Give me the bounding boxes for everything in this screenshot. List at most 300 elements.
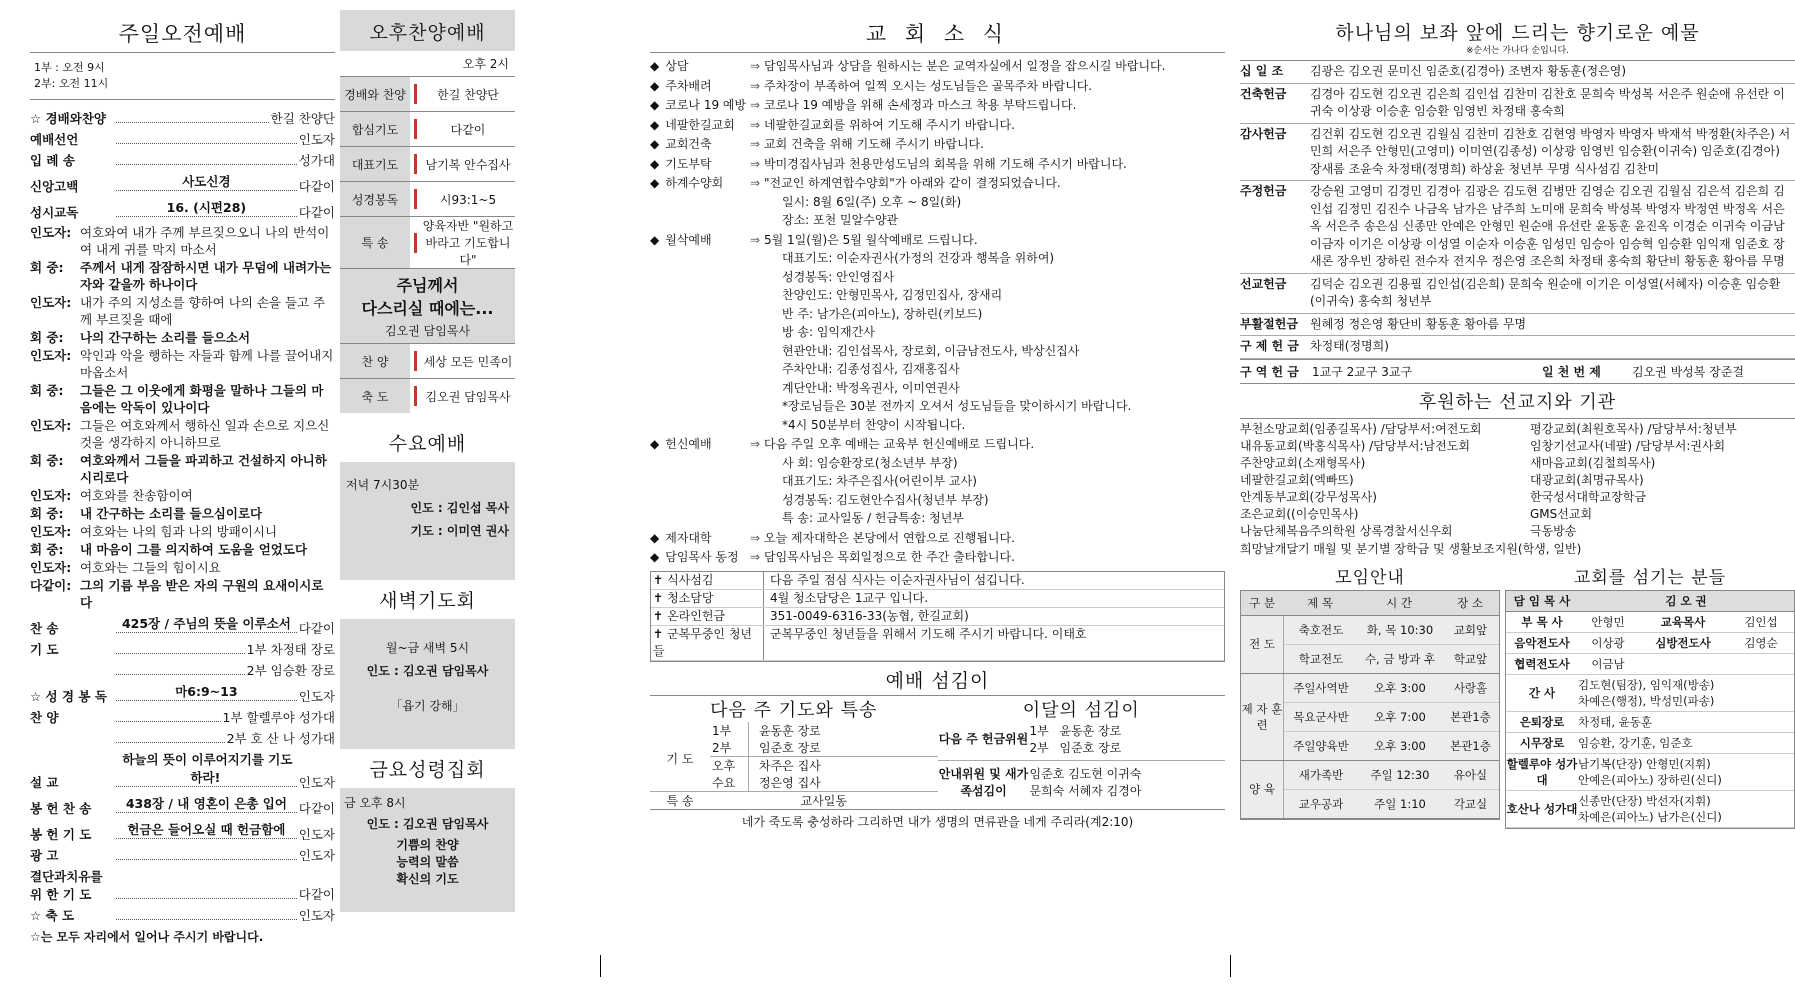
order-leader xyxy=(116,721,221,722)
staff-head-label: 담 임 목 사 xyxy=(1513,593,1571,608)
news-line: 다음 주일 오후 예배는 교육부 헌신예배로 드립니다. xyxy=(764,437,1035,451)
news-line: 코로나 19 예방을 위해 손세정과 마스크 착용 부탁드립니다. xyxy=(764,98,1077,112)
reading-line xyxy=(30,382,335,416)
order-detail: 사도신경 xyxy=(182,174,231,189)
serve-left xyxy=(650,722,938,809)
afternoon-divider xyxy=(414,119,417,139)
meet-head-cell: 장 소 xyxy=(1457,595,1483,610)
sermon-line-1: 주님께서 xyxy=(396,276,459,295)
news-small-list xyxy=(650,571,1225,662)
news-body xyxy=(764,529,1225,548)
afternoon-row-value: 시93:1~5 xyxy=(439,192,497,207)
reading-who: 인도자: xyxy=(30,560,72,575)
small-news-key-text: 군복무중인 청년들 xyxy=(653,626,753,658)
reading-line xyxy=(30,577,335,611)
order-item xyxy=(30,172,335,195)
arrow-icon: ⇒ xyxy=(750,98,761,112)
offering-names: 강승원 고영미 김경민 김경아 김광은 김도현 김병만 김영순 김오권 김월심 김은석 김은희 김인섭 김정민 김진수 나금옥 남가은 남주희 노미애 문희숙 박성복 박영자 박정연 박정옥 서은옥 서은주 송은심 신종만 안예은 안형민 원순애 유선란 윤동훈 윤진옥 이경순 이귀숙 이금남 이금자 이기은 이상광 이성열 이순자 이승훈 임성민 임승아 임승혁 임승환 임익재 임준호 장새론 장우빈 장하린 전수자 전지우 정은영 조은희 차정태 홍숙희 황단비 황동훈 황아름 무명 xyxy=(1310,184,1785,268)
diamond-icon: ◆ xyxy=(650,550,660,564)
order-leader xyxy=(116,653,245,654)
order-bottom xyxy=(30,614,335,924)
meet-cell: 유아실 xyxy=(1453,767,1488,782)
reading-line xyxy=(30,505,335,522)
arrow-icon: ⇒ xyxy=(750,232,761,247)
news-body xyxy=(764,135,1225,154)
order-top xyxy=(30,100,335,221)
reading-text: 내 간구하는 소리를 들으심이로다 xyxy=(80,506,263,521)
afternoon-service xyxy=(340,10,515,912)
news-key xyxy=(650,529,750,548)
meet-cell: 주일사역반 xyxy=(1293,680,1349,695)
order-detail: 425장 / 주님의 뜻을 이루소서 xyxy=(121,616,291,631)
small-news-key-text: 온라인헌금 xyxy=(667,608,726,623)
time-first: 1부 : 오전 9시 xyxy=(34,61,105,74)
small-news-key xyxy=(651,590,764,607)
order-leader xyxy=(116,820,297,839)
news-key xyxy=(650,96,750,115)
serve-verse: 네가 죽도록 충성하라 그리하면 내가 생명의 면류관을 네게 주리라(계2:10) xyxy=(650,809,1225,833)
afternoon-time: 오후 2시 xyxy=(462,57,509,71)
reading-text: 그들은 여호와께서 행하신 일과 손으로 지으신 것을 생각하지 아니하므로 xyxy=(80,418,330,450)
news-body xyxy=(764,174,1225,230)
mission-row xyxy=(1240,523,1795,540)
afternoon-row xyxy=(340,216,515,268)
staff2-values xyxy=(1578,793,1794,825)
meet-cell: 주일양육반 xyxy=(1293,738,1349,753)
news-line: 장소: 포천 밀알수양관 xyxy=(782,213,899,227)
meet-cell: 학교앞 xyxy=(1453,651,1488,666)
afternoon-row-label: 경배와 찬양 xyxy=(340,77,410,111)
diamond-icon: ◆ xyxy=(650,78,660,93)
afternoon-preacher: 김오권 담임목사 xyxy=(385,324,470,338)
staff2-values xyxy=(1578,735,1794,751)
staff-row xyxy=(1506,654,1794,675)
arrow-icon: ⇒ xyxy=(750,530,761,545)
small-news-key-text: 식사섬김 xyxy=(667,572,714,587)
afternoon-sermon xyxy=(340,268,515,343)
news-line: 오늘 제자대학은 본당에서 연합으로 진행됩니다. xyxy=(764,530,1015,545)
order-detail: 하늘의 뜻이 이루어지기를 기도하라! xyxy=(122,752,293,785)
morning-title: 주일오전예배 xyxy=(30,10,335,53)
staff-cell: 심방전도사 xyxy=(1655,635,1711,650)
order-value: 2부 임승환 장로 xyxy=(246,663,335,678)
dawn-title: 새벽기도회 xyxy=(379,590,476,612)
friday-line-3: 확신의 기도 xyxy=(396,872,459,886)
order-item xyxy=(30,640,335,658)
news-body xyxy=(764,231,1225,435)
mission-row xyxy=(1240,489,1795,506)
afternoon-row-value: 김오권 담임목사 xyxy=(425,389,511,404)
arrow-icon: ⇒ xyxy=(750,156,761,171)
offering-label: 십 일 조 xyxy=(1240,64,1284,78)
order-item xyxy=(30,614,335,637)
news-list xyxy=(650,57,1225,567)
reading-who: 회 중: xyxy=(30,453,64,468)
news-line: 주차안내: 김종성집사, 김재홍집사 xyxy=(782,362,960,376)
prayer-name: 윤동훈 장로 xyxy=(759,723,821,738)
news-line: 일시: 8월 6일(주) 오후 ~ 8일(화) xyxy=(782,194,962,209)
reading-who: 다같이: xyxy=(30,578,72,593)
offering-label: 선교헌금 xyxy=(1240,276,1287,291)
prayer-name: 임준호 장로 xyxy=(759,740,821,755)
order-label: ☆ 성 경 봉 독 xyxy=(30,689,107,704)
meet-row xyxy=(1284,731,1499,760)
mission-left: 나눔단체복음주의학원 상록경찰서신우회 xyxy=(1240,523,1453,538)
month-name: 윤동훈 장로 xyxy=(1059,723,1122,738)
news-key xyxy=(650,155,750,174)
order-item xyxy=(30,109,335,127)
month-slot: 2부 xyxy=(1029,740,1049,755)
prayer-name: 정은영 집사 xyxy=(759,775,821,790)
cross-icon: ✝ xyxy=(653,608,664,623)
reading-text: 여호와는 나의 힘과 나의 방패이시니 xyxy=(80,524,278,539)
afternoon-divider xyxy=(414,189,417,209)
staff-cell: 안형민 xyxy=(1591,614,1625,629)
wednesday-pray: 기도 : 이미연 권사 xyxy=(410,524,509,538)
arrow-icon: ⇒ xyxy=(750,176,761,190)
reading-line xyxy=(30,452,335,486)
order-value: 성가대 xyxy=(298,153,335,168)
offering-label: 주정헌금 xyxy=(1240,184,1287,198)
diamond-icon: ◆ xyxy=(650,117,660,132)
meet-group xyxy=(1241,761,1499,819)
staff2-label: 호산나 성가대 xyxy=(1506,801,1578,816)
afternoon-row xyxy=(340,378,515,413)
small-news-value: 351-0049-6316-33(농협, 한길교회) xyxy=(770,608,969,623)
news-key-text: 제자대학 xyxy=(665,530,712,545)
month-row xyxy=(1030,722,1226,739)
meet-cell: 오후 3:00 xyxy=(1374,680,1426,695)
order-leader xyxy=(116,164,297,165)
mission-row xyxy=(1240,506,1795,523)
news-line: 사 회: 임승환장로(청소년부 부장) xyxy=(782,455,958,470)
afternoon-divider xyxy=(414,84,417,104)
afternoon-row-label: 특 송 xyxy=(340,217,410,268)
staff-row xyxy=(1506,612,1794,633)
month-row xyxy=(1030,739,1226,756)
offering-label: 부활절헌금 xyxy=(1240,316,1298,331)
order-label: 신앙고백 xyxy=(30,179,79,194)
staff-title: 교회를 섬기는 분들 xyxy=(1573,567,1727,588)
friday-box xyxy=(340,788,515,912)
reading-who: 회 중: xyxy=(30,506,64,521)
order-value: 다같이 xyxy=(298,179,335,194)
offering-names: 차정태(정명희) xyxy=(1310,339,1389,353)
staff-section xyxy=(1505,563,1795,829)
offering-names: 김건휘 김도현 김오권 김월심 김찬미 김찬호 김현영 박영자 박영자 박재석 박정환(차주은) 서민희 서은주 안형민(고영미) 이미연(김종성) 이상광 임영빈 임승환(이귀숙) 임준호(김경아) 장새롬 조윤숙 차정태(정명희) 하상윤 청년부 무명 식사섬김 김찬미 xyxy=(1310,126,1791,176)
meet-cell: 수, 금 방과 후 xyxy=(1364,651,1436,666)
wednesday-title: 수요예배 xyxy=(388,433,467,455)
special-label: 특 송 xyxy=(666,793,694,808)
arrow-icon: ⇒ xyxy=(750,437,761,451)
order-item xyxy=(30,794,335,817)
prayer-slot: 1부 xyxy=(710,722,749,739)
news-key xyxy=(650,116,750,135)
reading-text: 여호와여 내가 주께 부르짖으오니 나의 반석이여 내게 귀를 막지 마소서 xyxy=(80,225,330,257)
meet-row xyxy=(1284,674,1499,702)
month-name: 임준호 김도현 이귀숙 xyxy=(1029,766,1142,781)
news-key-text: 월삭예배 xyxy=(665,232,712,247)
friday-line-2: 능력의 말씀 xyxy=(396,855,459,869)
arrow-icon: ⇒ xyxy=(750,117,761,132)
news-key xyxy=(650,174,750,230)
order-label: 찬 양 xyxy=(30,710,59,725)
prayer-row xyxy=(710,739,938,756)
order-item xyxy=(30,846,335,864)
order-leader xyxy=(116,898,297,899)
meet-cell: 교회앞 xyxy=(1453,622,1488,637)
reading-text: 악인과 악을 행하는 자들과 함께 나를 끌어내지 마옵소서 xyxy=(80,348,334,380)
arrow-icon: ⇒ xyxy=(750,137,761,151)
afternoon-order-2 xyxy=(340,343,515,413)
reading-line xyxy=(30,294,335,328)
mission-row xyxy=(1240,438,1795,455)
order-value: 다같이 xyxy=(298,887,335,902)
news-body xyxy=(764,435,1225,528)
mission-last: 희망날개달기 매월 및 분기별 장학금 및 생활보조지원(학생, 일반) xyxy=(1240,541,1582,556)
news-item xyxy=(650,529,1225,548)
wednesday-time: 저녁 7시30분 xyxy=(346,478,420,492)
friday-time: 금 오후 8시 xyxy=(344,796,406,810)
prayer-list xyxy=(710,722,938,791)
afternoon-row xyxy=(340,181,515,216)
meet-row xyxy=(1284,761,1499,789)
staff-row xyxy=(1506,633,1794,654)
order-item xyxy=(30,820,335,843)
staff2-line: 안예은(피아노) 장하린(신디) xyxy=(1578,772,1722,787)
news-line: 대표기도: 이순자권사(가정의 건강과 행복을 위하여) xyxy=(782,251,1055,265)
order-label: 광 고 xyxy=(30,848,59,863)
staff2-line: 차예은(행정), 박성민(파송) xyxy=(1578,693,1715,708)
special-row xyxy=(650,791,938,809)
offering-row xyxy=(1240,181,1795,274)
sermon-line-2: 다스리실 때에는... xyxy=(361,299,494,318)
responsive-reading xyxy=(30,224,335,611)
staff2-values xyxy=(1578,714,1794,730)
meet-cell: 주일 12:30 xyxy=(1370,767,1430,782)
reading-who: 회 중: xyxy=(30,383,64,398)
friday-service xyxy=(340,749,515,912)
meet-group-label: 양 육 xyxy=(1241,761,1284,818)
order-detail: 헌금은 들어오실 때 헌금함에 xyxy=(127,822,286,837)
diamond-icon: ◆ xyxy=(650,232,660,247)
meet-cell: 각교실 xyxy=(1453,796,1488,811)
wednesday-box xyxy=(340,462,515,580)
offering-label: 건축헌금 xyxy=(1240,86,1287,101)
reading-line xyxy=(30,559,335,576)
order-label: 봉 헌 찬 송 xyxy=(30,801,92,816)
staff2-line: 김도현(팀장), 임익재(방송) xyxy=(1578,677,1715,692)
cross-icon: ✝ xyxy=(653,626,664,641)
news-line: 주차장이 부족하여 일찍 오시는 성도님들은 골목주차 바랍니다. xyxy=(764,78,1093,93)
morning-times xyxy=(30,53,335,100)
mission-row xyxy=(1240,455,1795,472)
order-label: ☆ 경배와찬양 xyxy=(30,111,106,126)
dawn-lead: 인도 : 김오권 담임목사 xyxy=(366,664,489,678)
thousand-value: 김오권 박성복 장준걸 xyxy=(1632,364,1744,379)
news-key-text: 헌신예배 xyxy=(665,437,712,451)
small-news-value: 군복무중인 청년들을 위해서 기도해 주시기 바랍니다. 이태호 xyxy=(770,626,1087,641)
mission-left: 주찬양교회(소재형목사) xyxy=(1240,455,1366,470)
news-line: 계단안내: 박정옥권사, 이미연권사 xyxy=(782,380,960,395)
afternoon-title: 오후찬양예배 xyxy=(340,10,515,51)
order-detail: 438장 / 내 영혼이 은총 입어 xyxy=(125,796,287,811)
reading-line xyxy=(30,541,335,558)
mission-right: 새마음교회(김철희목사) xyxy=(1530,455,1656,470)
reading-text: 나의 간구하는 소리를 들으소서 xyxy=(80,330,251,345)
staff-head-value: 김 오 권 xyxy=(1665,593,1707,608)
offering-row xyxy=(1240,314,1795,337)
meet-table xyxy=(1240,590,1500,820)
reading-text: 여호와를 찬송함이여 xyxy=(80,488,193,503)
afternoon-divider xyxy=(414,154,417,174)
order-label: ☆ 축 도 xyxy=(30,908,75,923)
news-key-text: 주차배려 xyxy=(665,78,712,93)
small-news-key-text: 청소담당 xyxy=(667,590,714,605)
diamond-icon: ◆ xyxy=(650,59,660,73)
reading-who: 회 중: xyxy=(30,542,64,557)
order-leader xyxy=(116,750,297,787)
afternoon-row-label: 축 도 xyxy=(340,379,410,413)
order-label: 입 례 송 xyxy=(30,153,75,168)
afternoon-row-value: 양육자반 "원하고 바라고 기도합니다" xyxy=(422,219,514,267)
prayer-row xyxy=(710,756,938,774)
news-title: 교 회 소 식 xyxy=(650,10,1225,53)
serve-body xyxy=(650,722,1225,809)
meet-head-cell: 구 분 xyxy=(1249,595,1275,610)
meet-group-rows xyxy=(1284,761,1499,818)
afternoon-row-label: 찬 양 xyxy=(340,344,410,378)
order-value: 다같이 xyxy=(298,205,335,220)
offering-subtitle: ※순서는 가나다 순입니다. xyxy=(1465,46,1570,56)
reading-who: 인도자: xyxy=(30,418,72,433)
news-item xyxy=(650,96,1225,115)
news-item xyxy=(650,57,1225,76)
staff2-row xyxy=(1506,733,1794,754)
mission-right: 대광교회(최명규목사) xyxy=(1530,472,1644,487)
afternoon-divider xyxy=(414,386,417,406)
order-leader xyxy=(116,682,297,701)
order-label: 예배선언 xyxy=(30,132,79,147)
meet-row xyxy=(1284,644,1499,673)
staff2-label: 간 사 xyxy=(1528,685,1556,700)
order-leader xyxy=(116,172,297,191)
news-line: 반 주: 남가은(피아노), 장하린(키보드) xyxy=(782,306,983,321)
meet-head-cell: 제 목 xyxy=(1307,595,1333,610)
staff2-row xyxy=(1506,754,1794,791)
staff2-line: 임승환, 강기훈, 임준호 xyxy=(1578,735,1693,750)
news-line: 현관안내: 김인섭목사, 장로회, 이금남전도사, 박상신집사 xyxy=(782,343,1080,358)
mission-left: 안계동부교회(강무성목사) xyxy=(1240,489,1377,504)
reading-line xyxy=(30,523,335,540)
meet-cell: 교우공과 xyxy=(1298,796,1344,811)
staff2-line: 남기복(단장) 안형민(지휘) xyxy=(1578,756,1711,771)
offering-names: 김광은 김오권 문미신 임준호(김경아) 조변자 황동훈(정은영) xyxy=(1310,64,1627,78)
order-label: 설 교 xyxy=(30,775,59,790)
serve-section xyxy=(650,664,1225,833)
staff2-values xyxy=(1578,677,1794,709)
order-item xyxy=(30,130,335,148)
news-item xyxy=(650,231,1225,435)
order-value: 1부 차정태 장로 xyxy=(246,642,335,657)
mission-left: 부천소망교회(임종길목사) /담당부서:여전도회 xyxy=(1240,421,1482,436)
news-item xyxy=(650,77,1225,96)
diamond-icon: ◆ xyxy=(650,137,660,151)
reading-line xyxy=(30,487,335,504)
serve-subtitles xyxy=(650,695,1225,722)
reading-text: 여호와께서 그들을 파괴하고 건설하지 아니하시리로다 xyxy=(80,453,327,485)
offering-row xyxy=(1240,336,1795,359)
news-key-text: 기도부탁 xyxy=(665,156,712,171)
afternoon-row-label: 대표기도 xyxy=(340,147,410,181)
order-item xyxy=(30,198,335,221)
staff2-row xyxy=(1506,791,1794,828)
order-value: 1부 할렐루야 성가대 xyxy=(222,710,335,725)
reading-who: 회 중: xyxy=(30,260,64,275)
small-news-item xyxy=(651,626,1224,661)
serve-right-title: 이달의 섬김이 xyxy=(1022,699,1140,721)
afternoon-divider xyxy=(414,233,417,253)
arrow-icon: ⇒ xyxy=(750,78,761,93)
order-detail: 마6:9~13 xyxy=(175,684,238,699)
order-value: 한길 찬양단 xyxy=(270,111,335,126)
serve-right xyxy=(938,722,1226,799)
afternoon-row xyxy=(340,76,515,111)
news-line: 담임목사님은 목회일정으로 한 주간 출타합니다. xyxy=(764,550,1015,564)
fold-line-2 xyxy=(1230,955,1231,977)
news-line: 담임목사님과 상담을 원하시는 분은 교역자실에서 일정을 잡으시길 바랍니다. xyxy=(764,59,1166,73)
small-news-item xyxy=(651,572,1224,590)
afternoon-row-value: 세상 모든 민족이 xyxy=(423,354,513,369)
meet-cell: 본관1층 xyxy=(1450,709,1491,724)
mission-left: 네팔한길교회(엑빠뜨) xyxy=(1240,472,1354,487)
mission-right: GMS선교회 xyxy=(1530,506,1593,521)
mission-right: 극동방송 xyxy=(1530,523,1577,538)
staff-table xyxy=(1505,590,1795,829)
order-item xyxy=(30,906,335,924)
reading-text: 그들은 그 이웃에게 화평을 말하나 그들의 마음에는 악독이 있나이다 xyxy=(80,383,324,415)
order-item xyxy=(30,682,335,705)
small-news-key xyxy=(651,626,764,660)
mission-right: 평강교회(최원호목사) /담당부서:청년부 xyxy=(1530,421,1737,436)
mission-left: 내유동교회(박홍식목사) /담당부서:남전도회 xyxy=(1240,438,1470,453)
afternoon-order xyxy=(340,76,515,268)
meet-cell: 사랑홀 xyxy=(1453,680,1488,695)
small-news-value: 다음 주일 점심 식사는 이순자권사님이 섬깁니다. xyxy=(770,572,1025,587)
afternoon-row xyxy=(340,343,515,378)
news-item xyxy=(650,548,1225,567)
news-key-text: 담임목사 동정 xyxy=(665,550,739,564)
news-body xyxy=(764,116,1225,135)
afternoon-divider xyxy=(414,351,417,371)
afternoon-row-value: 남기복 안수집사 xyxy=(425,157,511,172)
offering-row xyxy=(1240,84,1795,124)
meet-group xyxy=(1241,674,1499,761)
reading-who: 인도자: xyxy=(30,524,72,539)
reading-who: 인도자: xyxy=(30,225,72,240)
offering-names: 김경아 김도현 김오권 김은희 김인섭 김찬미 김찬호 문희숙 박성복 서은주 원순애 유선란 이귀숙 이상광 이승훈 임승환 임영빈 차정태 홍숙희 xyxy=(1310,86,1785,118)
news-body xyxy=(764,77,1225,96)
reading-text: 여호와는 그들의 힘이시요 xyxy=(80,560,221,575)
news-line: 찬양인도: 안형민목사, 김정민집사, 장새리 xyxy=(782,288,1003,302)
staff-cell: 음악전도사 xyxy=(1514,635,1570,650)
mission-left: 조은교회((이승민목사) xyxy=(1240,506,1359,521)
staff2-values xyxy=(1578,756,1794,788)
reading-text: 내 마음이 그를 의지하여 도움을 얻었도다 xyxy=(80,542,308,557)
offering-title: 하나님의 보좌 앞에 드리는 향기로운 예물 xyxy=(1335,22,1700,44)
news-key xyxy=(650,135,750,154)
month-block xyxy=(938,760,1226,799)
